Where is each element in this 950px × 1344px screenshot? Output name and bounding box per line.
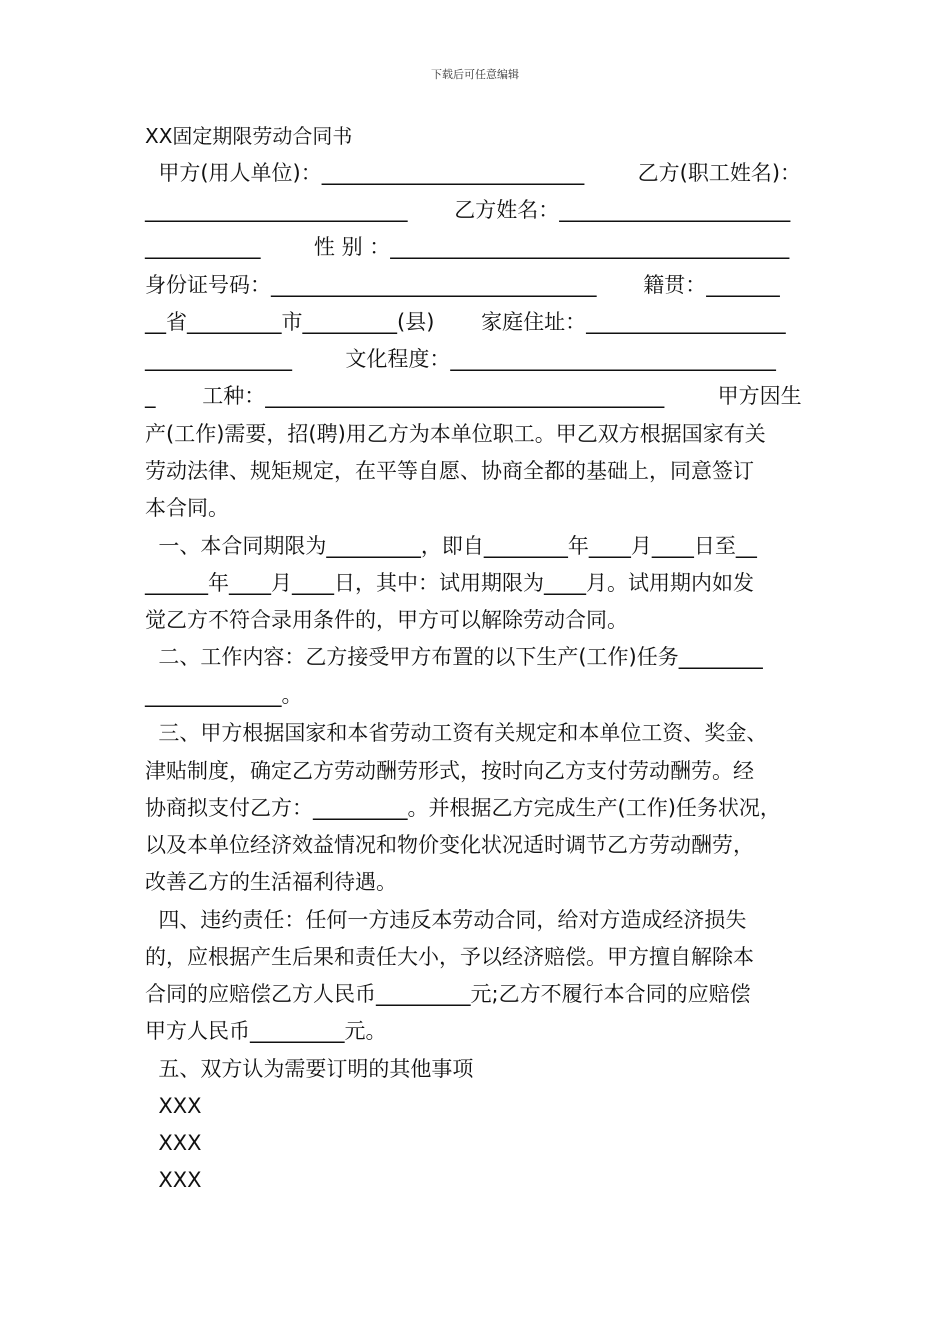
body-line: 以及本单位经济效益情况和物价变化状况适时调节乙方劳动酬劳， (145, 833, 754, 857)
body-line: XXX (145, 1131, 202, 1155)
body-line: _________________________ 乙方姓名：______________________ (145, 198, 791, 222)
body-line: 协商拟支付乙方：_________。并根据乙方完成生产(工作)任务状况， (145, 796, 781, 820)
body-line: 甲方人民币_________元。 (145, 1019, 387, 1043)
body-line: 四、违约责任：任何一方违反本劳动合同，给对方造成经济损失 (145, 908, 747, 932)
document-title: XX固定期限劳动合同书 (145, 124, 353, 148)
body-line: XXX (145, 1094, 202, 1118)
body-line: 本合同。 (145, 496, 229, 520)
body-line: 的，应根据产生后果和责任大小，予以经济赔偿。甲方擅自解除本 (145, 945, 754, 969)
body-line: 二、工作内容：乙方接受甲方布置的以下生产(工作)任务________ (145, 645, 763, 669)
body-line: 甲方(用人单位)：_________________________ 乙方(职工姓名)： (145, 161, 802, 185)
body-line: 身份证号码：_______________________________ 籍贯：_______ (145, 273, 780, 297)
body-line: 五、双方认为需要订明的其他事项 (145, 1057, 474, 1081)
body-line: XXX (145, 1168, 202, 1192)
body-line: __省_________市_________(县) 家庭住址：___________________ (145, 310, 786, 334)
body-line: 一、本合同期限为_________，即自________年____月____日至__ (145, 534, 757, 558)
body-line: 改善乙方的生活福利待遇。 (145, 870, 397, 894)
body-line: _ 工种：______________________________________ 甲方因生 (145, 384, 802, 408)
body-line: _____________。 (145, 683, 303, 707)
body-line: 三、甲方根据国家和本省劳动工资有关规定和本单位工资、奖金、 (145, 721, 768, 745)
body-line: ___________ 性 别 ：______________________________________ (145, 235, 790, 259)
body-line: 产(工作)需要，招(聘)用乙方为本单位职工。甲乙双方根据国家有关 (145, 422, 766, 446)
download-note: 下载后可任意编辑 (431, 68, 519, 81)
body-line: ______年____月____日，其中：试用期限为____月。试用期内如发 (145, 571, 754, 595)
body-line: 津贴制度，确定乙方劳动酬劳形式，按时向乙方支付劳动酬劳。经 (145, 759, 754, 783)
body-line: 觉乙方不符合录用条件的，甲方可以解除劳动合同。 (145, 608, 628, 632)
body-line: 合同的应赔偿乙方人民币_________元;乙方不履行本合同的应赔偿 (145, 982, 751, 1006)
body-line: 劳动法律、规矩规定，在平等自愿、协商全都的基础上，同意签订 (145, 459, 754, 483)
body-line: ______________ 文化程度：_______________________________ (145, 347, 776, 371)
